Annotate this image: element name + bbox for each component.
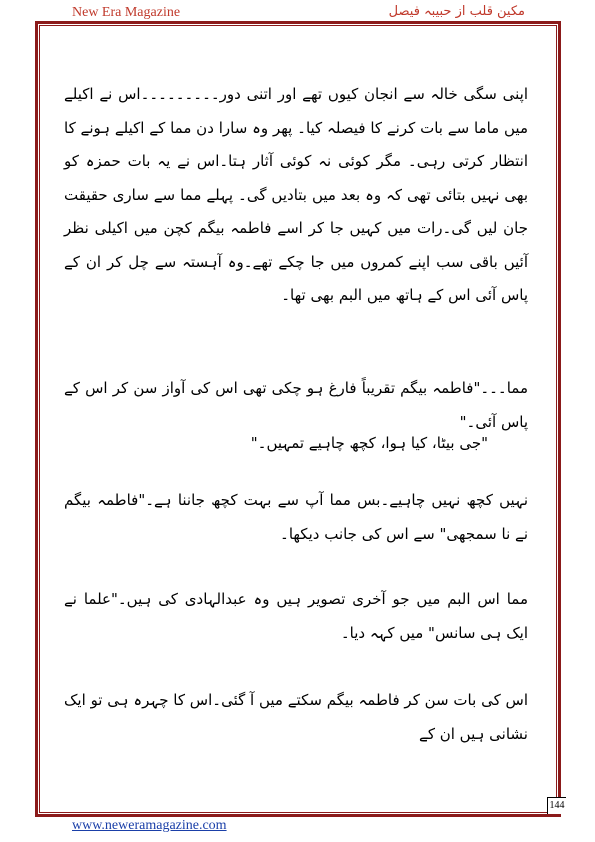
magazine-name: New Era Magazine <box>72 5 181 20</box>
paragraph-6: اس کی بات سن کر فاطمہ بیگم سکتے میں آ گئی۔اس کا چہرہ ہی تو ایک نشانی ہیں ان کے <box>64 691 528 743</box>
paragraph-4: نہیں کچھ نہیں چاہیے۔بس مما آپ سے بہت کچھ جاننا ہے۔"فاطمہ بیگم نے نا سمجھی" سے اس کی جانب دیکھا۔ <box>64 491 528 543</box>
paragraph-3: "جی بیٹا، کیا ہوا، کچھ چاہیے تمہیں۔" <box>250 434 488 452</box>
paragraph-2: مما۔۔۔"فاطمہ بیگم تقریباً فارغ ہو چکی تھی اس کی آواز سن کر اس کے پاس آئی۔" <box>64 379 528 431</box>
paragraph-5: مما اس البم میں جو آخری تصویر ہیں وہ عبدالہادی کی ہیں۔"علما نے ایک ہی سانس" میں کہہ دیا۔ <box>64 590 528 642</box>
story-title: مکین قلب از حبیبہ فیصل <box>388 4 525 19</box>
page-number: 144 <box>547 797 566 814</box>
paragraph-1: اپنی سگی خالہ سے انجان کیوں تھے اور اتنی دور۔۔۔۔۔۔۔۔۔اس نے اکیلے میں ماما سے بات کرنے کا فیصلہ کیا۔ پھر وہ سارا دن مما کے اکیلے ہونے کا انتظار کرتی رہی۔ مگر کوئی نہ کوئی آثار ہتا۔اس نے یہ بات حمزہ کو بھی نہیں بتائی تھی کہ وہ بعد میں بتادیں گی۔ پہلے مما سے ساری حقیقت جان لیں گی۔رات میں کہیں جا کر اسے فاطمہ بیگم کچن میں اکیلی نظر آئیں باقی سب اپنے کمروں میں جا چکے تھے۔وہ آہستہ سے چل کر ان کے پاس آئی اس کے ہاتھ میں البم بھی تھا۔ <box>64 85 528 304</box>
website-link[interactable]: www.neweramagazine.com <box>72 818 227 833</box>
